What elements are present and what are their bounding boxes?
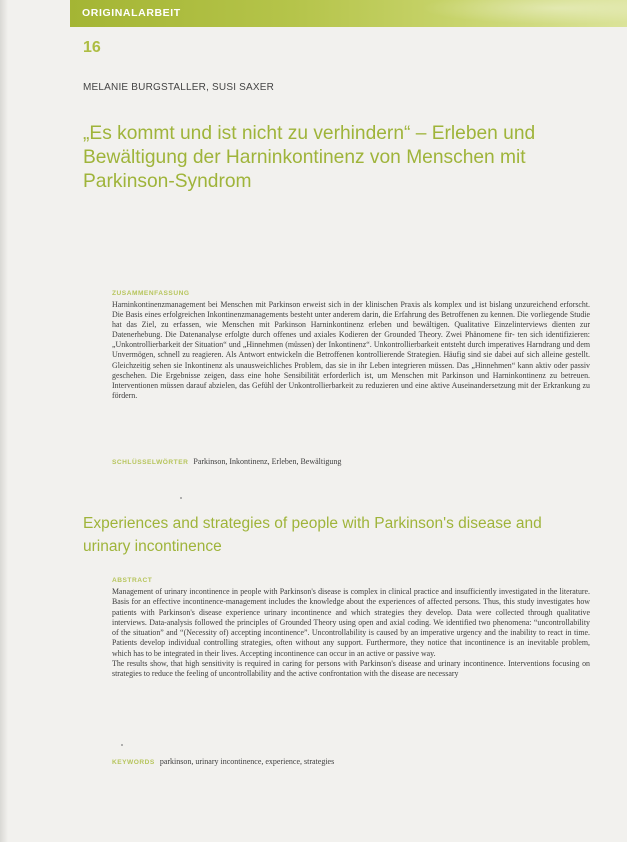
scan-speck: [180, 497, 182, 499]
german-keywords-text: Parkinson, Inkontinenz, Erleben, Bewältigung: [193, 457, 342, 466]
header-decoration: [397, 0, 627, 27]
english-abstract-text-2: The results show, that high sensitivity is required in caring for persons with Parkinson's disease and urinary incontinence. Interventions focusing on strategies to reduce the feeling of uncontrollability and the active confrontation with the disease are necessary: [112, 659, 590, 679]
english-keywords: [112, 757, 334, 766]
german-title: „Es kommt und ist nicht zu verhindern“ – Erleben und Bewältigung der Harninkontinenz von Menschen mit Parkinson-Syndrom: [83, 123, 536, 192]
section-label-originalarbeit: ORIGINALARBEIT: [82, 7, 181, 19]
english-keywords-heading: KEYWORDS: [112, 759, 155, 766]
scan-speck: [121, 744, 123, 746]
section-header-band: [70, 0, 627, 27]
page-number: 16: [83, 39, 101, 56]
german-abstract-text: Harninkontinenzmanagement bei Menschen mit Parkinson erweist sich in der klinischen Praxis als komplex und ist bislang unzureichend erforscht. Die Basis eines erfolgreichen Inkontinenzmanagements besteht unter anderem darin, die Erfahrung des Betroffenen zu kennen. Die vorliegende Studie hat das Ziel, zu erfassen, wie Menschen mit Parkinson Harninkontinenz erleben und bewältigen. Qualitative Einzelinterviews dienten zur Datenerhebung. Die Datenanalyse erfolgte durch offenes und axiales Kodieren der Grounded Theory. Zwei Phänomene fir- ten sich identifizieren: „Unkontrollierbarkeit der Situation“ und „Hinnehmen (müssen) der Inkontinenz“. Unkontrollierbarkeit entsteht durch imperatives Harndrang und dem Unvermögen, schnell zu reagieren. Als Antwort entwickeln die Betroffenen kontrollierende Strategien. Häufig sind sie dabei auf sich alleine gestellt. Gleichzeitig sehen sie Inkontinenz als unausweichliches Problem, das sie in ihr Leben integrieren müssen. Das „Hinnehmen“ kann aktiv oder passiv geschehen. Die Ergebnisse zeigen, dass eine hohe Sensibilität erforderlich ist, um Menschen mit Parkinson und Harninkontinenz zu betreuen. Interventionen müssen darauf abzielen, das Gefühl der Unkontrollierbarkeit zu reduzieren und eine aktive Auseinandersetzung mit der Erkrankung zu fördern.: [112, 300, 590, 400]
german-abstract-heading: ZUSAMMENFASSUNG: [112, 290, 190, 297]
english-keywords-text: parkinson, urinary incontinence, experience, strategies: [159, 757, 335, 766]
english-title: Experiences and strategies of people with Parkinson's disease and urinary incontinence: [83, 515, 542, 555]
english-abstract: [112, 587, 590, 680]
german-keywords-heading: SCHLÜSSELWÖRTER: [112, 459, 189, 466]
english-abstract-heading: ABSTRACT: [112, 577, 153, 584]
german-keywords: [112, 457, 341, 466]
english-abstract-text: Management of urinary incontinence in people with Parkinson's disease is complex in clinical practice and insufficiently investigated in the literature. Basis for an effective incontinence-management includes the knowledge about the experiences of affected persons. Thus, this study investigates how patients with Parkinson's disease experience urinary incontinence and which strategies they develop. Data were collected through qualitative interviews. Data-analysis followed the principles of Grounded Theory using open and axial coding. We identified two phenomena: “uncontrollability of the situation” and “(Necessity of) accepting incontinence”. Uncontrollability is caused by an imperative urgency and the inability to react in time. Patients develop individual controlling strategies, often without any support. Furthermore, they notice that incontinence is an inevitable problem, which has to be integrated in their lives. Accepting incontinence can occur in an active or passive way.: [112, 587, 590, 658]
page-edge-shadow: [0, 0, 8, 842]
author-line: MELANIE BURGSTALLER, SUSI SAXER: [83, 82, 275, 93]
